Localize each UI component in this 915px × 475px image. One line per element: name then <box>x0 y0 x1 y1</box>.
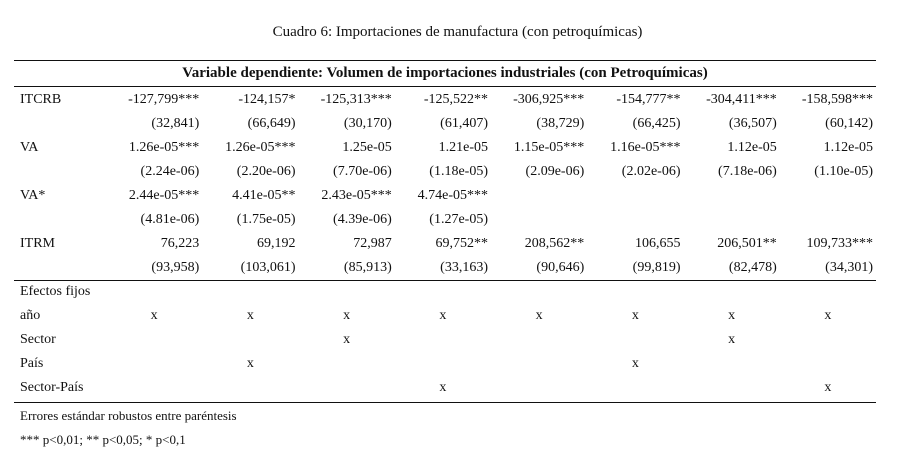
fixed-effect-mark <box>299 376 395 400</box>
se-cell: (82,478) <box>728 260 777 275</box>
coef-row <box>14 184 876 208</box>
coef-cell: 2.43e-05*** <box>321 188 392 203</box>
se-cell: (4.81e-06) <box>140 212 200 227</box>
coef-cell: 4.74e-05*** <box>417 188 488 203</box>
fixed-effect-mark <box>684 352 780 376</box>
fixed-effect-mark <box>106 352 202 376</box>
fixed-effect-mark: x <box>631 356 639 371</box>
fixed-effects-header-row <box>14 280 876 304</box>
coef-cell: 69,192 <box>257 236 296 251</box>
se-cell: (2.20e-06) <box>236 164 296 179</box>
fixed-effect-mark: x <box>728 308 736 323</box>
se-cell: (33,163) <box>440 260 488 275</box>
fixed-effect-mark <box>780 328 876 352</box>
coef-row <box>14 136 876 160</box>
note-robust-se: Errores estándar robustos entre paréntesis <box>20 408 237 423</box>
se-cell: (7.18e-06) <box>718 164 777 179</box>
regression-table <box>14 88 876 400</box>
fixed-effect-mark: x <box>343 332 351 347</box>
coef-cell: 1.15e-05*** <box>513 140 585 155</box>
top-rule <box>14 60 876 61</box>
coef-cell: -125,313*** <box>320 92 392 107</box>
fixed-effect-mark: x <box>728 332 736 347</box>
coef-cell: 76,223 <box>160 236 200 251</box>
fixed-effect-label: País <box>20 356 44 371</box>
se-cell: (90,646) <box>536 260 585 275</box>
se-cell: (1.10e-05) <box>814 164 873 179</box>
se-cell: (2.02e-06) <box>621 164 681 179</box>
fixed-effect-mark <box>106 376 202 400</box>
dependent-variable-heading: Variable dependiente: Volumen de importaciones industriales (con Petroquímicas) <box>182 65 708 81</box>
se-cell: (4.39e-06) <box>333 212 392 227</box>
se-cell <box>780 208 876 232</box>
coef-cell: -154,777** <box>616 92 681 107</box>
fixed-effect-mark <box>299 352 395 376</box>
fixed-effect-mark <box>202 328 298 352</box>
coef-cell: 1.12e-05 <box>823 140 873 155</box>
fixed-effect-label: Sector <box>20 332 56 347</box>
se-cell: (99,819) <box>632 260 681 275</box>
se-cell: (1.18e-05) <box>429 164 488 179</box>
fixed-effect-mark <box>202 376 298 400</box>
se-cell: (34,301) <box>825 260 873 275</box>
coef-cell: 1.25e-05 <box>342 140 392 155</box>
table-notes <box>20 404 237 452</box>
se-cell: (61,407) <box>440 116 488 131</box>
se-cell: (32,841) <box>151 116 200 131</box>
se-label-empty <box>14 160 106 184</box>
se-cell <box>684 208 780 232</box>
se-row <box>14 256 876 280</box>
se-cell: (93,958) <box>151 260 200 275</box>
coef-cell <box>780 184 876 208</box>
se-row <box>14 112 876 136</box>
se-cell: (60,142) <box>825 116 873 131</box>
fixed-effect-mark: x <box>824 308 832 323</box>
coef-cell: 206,501** <box>717 236 777 251</box>
coef-cell: 106,655 <box>635 236 681 251</box>
fixed-effects-rule <box>14 280 876 281</box>
fixed-effect-mark <box>106 328 202 352</box>
se-label-empty <box>14 208 106 232</box>
fixed-effect-mark <box>491 352 587 376</box>
fixed-effect-mark: x <box>824 380 832 395</box>
fixed-effect-mark: x <box>246 356 254 371</box>
coef-cell <box>491 184 587 208</box>
fixed-effect-mark: x <box>535 308 543 323</box>
se-cell: (7.70e-06) <box>333 164 392 179</box>
coef-cell: 69,752** <box>435 236 488 251</box>
coef-cell: 1.16e-05*** <box>610 140 681 155</box>
se-cell: (38,729) <box>536 116 585 131</box>
fixed-effect-mark <box>587 376 683 400</box>
coef-cell: 2.44e-05*** <box>128 188 200 203</box>
fixed-effects-title: Efectos fijos <box>20 284 91 299</box>
fixed-effect-mark: x <box>343 308 351 323</box>
coef-cell: -304,411*** <box>706 92 777 107</box>
coef-cell: 1.21e-05 <box>438 140 488 155</box>
se-cell: (66,649) <box>247 116 296 131</box>
coef-cell: 109,733*** <box>806 236 873 251</box>
coef-cell: 1.12e-05 <box>727 140 777 155</box>
fixed-effect-mark <box>780 352 876 376</box>
se-cell: (36,507) <box>728 116 777 131</box>
se-label-empty <box>14 112 106 136</box>
coef-cell: -125,522** <box>423 92 488 107</box>
coef-cell: 1.26e-05*** <box>225 140 296 155</box>
fixed-effect-mark: x <box>439 308 447 323</box>
fixed-effect-mark <box>395 352 491 376</box>
coef-cell: -306,925*** <box>513 92 585 107</box>
coef-cell: -158,598*** <box>801 92 873 107</box>
table-caption: Cuadro 6: Importaciones de manufactura (con petroquímicas) <box>272 24 643 40</box>
fixed-effect-row <box>14 352 876 376</box>
se-cell: (2.09e-06) <box>525 164 585 179</box>
fixed-effect-mark: x <box>439 380 447 395</box>
se-cell: (66,425) <box>632 116 681 131</box>
fixed-effect-mark: x <box>150 308 158 323</box>
se-cell: (1.27e-05) <box>429 212 488 227</box>
se-row <box>14 160 876 184</box>
se-cell: (103,061) <box>240 260 296 275</box>
fixed-effect-mark: x <box>246 308 254 323</box>
fixed-effect-row <box>14 304 876 328</box>
se-label-empty <box>14 256 106 280</box>
regressor-label: VA <box>20 140 39 155</box>
fixed-effect-mark <box>684 376 780 400</box>
fixed-effect-mark: x <box>631 308 639 323</box>
se-cell: (2.24e-06) <box>140 164 200 179</box>
heading-rule <box>14 86 876 87</box>
fixed-effect-mark <box>491 328 587 352</box>
se-cell: (30,170) <box>343 116 392 131</box>
fixed-effect-mark <box>587 328 683 352</box>
bottom-rule <box>14 402 876 403</box>
coef-cell <box>684 184 780 208</box>
se-cell: (85,913) <box>343 260 392 275</box>
fixed-effect-row <box>14 328 876 352</box>
coef-cell: 72,987 <box>353 236 392 251</box>
fixed-effect-mark <box>491 376 587 400</box>
se-row <box>14 208 876 232</box>
se-cell <box>491 208 587 232</box>
fixed-effect-row <box>14 376 876 400</box>
fixed-effect-label: año <box>20 308 41 323</box>
regressor-label: ITCRB <box>20 92 62 107</box>
regressor-label: ITRM <box>20 236 55 251</box>
regressor-label: VA* <box>20 188 46 203</box>
coef-cell: -127,799*** <box>128 92 200 107</box>
fixed-effect-mark <box>395 328 491 352</box>
se-cell <box>587 208 683 232</box>
coef-cell: 4.41e-05** <box>232 188 296 203</box>
coef-cell: 208,562** <box>524 236 585 251</box>
coef-cell: 1.26e-05*** <box>128 140 200 155</box>
note-significance: *** p<0,01; ** p<0,05; * p<0,1 <box>20 432 186 447</box>
coef-row <box>14 88 876 112</box>
coef-cell <box>587 184 683 208</box>
coef-row <box>14 232 876 256</box>
se-cell: (1.75e-05) <box>236 212 296 227</box>
coef-cell: -124,157* <box>238 92 296 107</box>
fixed-effect-label: Sector-País <box>20 380 84 395</box>
